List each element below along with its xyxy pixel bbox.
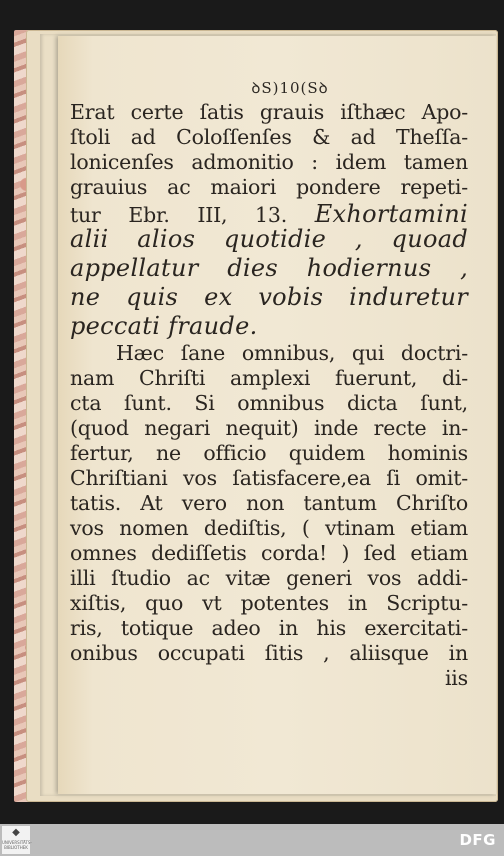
- text-line: fertur, ne officio quidem hominis: [70, 441, 468, 465]
- library-badge: [2, 826, 30, 854]
- text-line: cta ſunt. Si omnibus dicta ſunt,: [70, 391, 468, 415]
- text-line: illi ſtudio ac vitæ generi vos addi-: [70, 566, 468, 590]
- text-line-italic: appellatur dies hodiernus ,: [70, 254, 468, 282]
- text-line: ris, totique adeo in his exercitati-: [70, 616, 468, 640]
- text-line-italic: ne quis ex vobis induretur: [70, 283, 468, 311]
- text-line-italic: alii alios quotidie , quoad: [70, 225, 468, 253]
- text-line: onibus occupati ſitis , aliisque in: [70, 641, 468, 665]
- text-line: ſtoli ad Coloſſenſes & ad Theſſa-: [70, 125, 468, 149]
- text-line-mixed: [70, 200, 468, 228]
- text-line: Chriſtiani vos ſatisfacere,ea ſi omit-: [70, 466, 468, 490]
- text-line: lonicenſes admonitio : idem tamen: [70, 150, 468, 174]
- page-text: [70, 76, 468, 691]
- text-line: nam Chriſti amplexi fuerunt, di-: [70, 366, 468, 390]
- text-line: xiſtis, quo vt potentes in Scriptu-: [70, 591, 468, 615]
- text-line: Hæc ſane omnibus, qui doctri-: [116, 341, 468, 365]
- page-header: ꝺS)10(Sꝺ: [251, 79, 329, 97]
- text-italic: Exhortamini: [314, 200, 468, 228]
- text-line: Erat certe ſatis grauis iſthæc Apo-: [70, 100, 468, 124]
- text-line: omnes dediſſetis corda! ) ſed etiam: [70, 541, 468, 565]
- viewer-footer: [0, 824, 504, 856]
- text-line: vos nomen dediſtis, ( vtinam etiam: [70, 516, 468, 540]
- catchword: iis: [444, 666, 468, 690]
- dfg-logo: DFG: [459, 831, 496, 849]
- text-roman: tur Ebr. III, 13.: [70, 203, 315, 227]
- text-line: tatis. At vero non tantum Chriſto: [70, 491, 468, 515]
- badge-line: UNIVERSITÄTS-: [2, 840, 32, 845]
- text-line: (quod negari nequit) inde recte in-: [70, 416, 468, 440]
- badge-line: BIBLIOTHEK: [4, 845, 28, 850]
- text-line: grauius ac maiori pondere repeti-: [70, 175, 468, 199]
- library-mark-icon: ◆: [12, 827, 20, 838]
- text-line-italic: peccati fraude.: [70, 312, 258, 340]
